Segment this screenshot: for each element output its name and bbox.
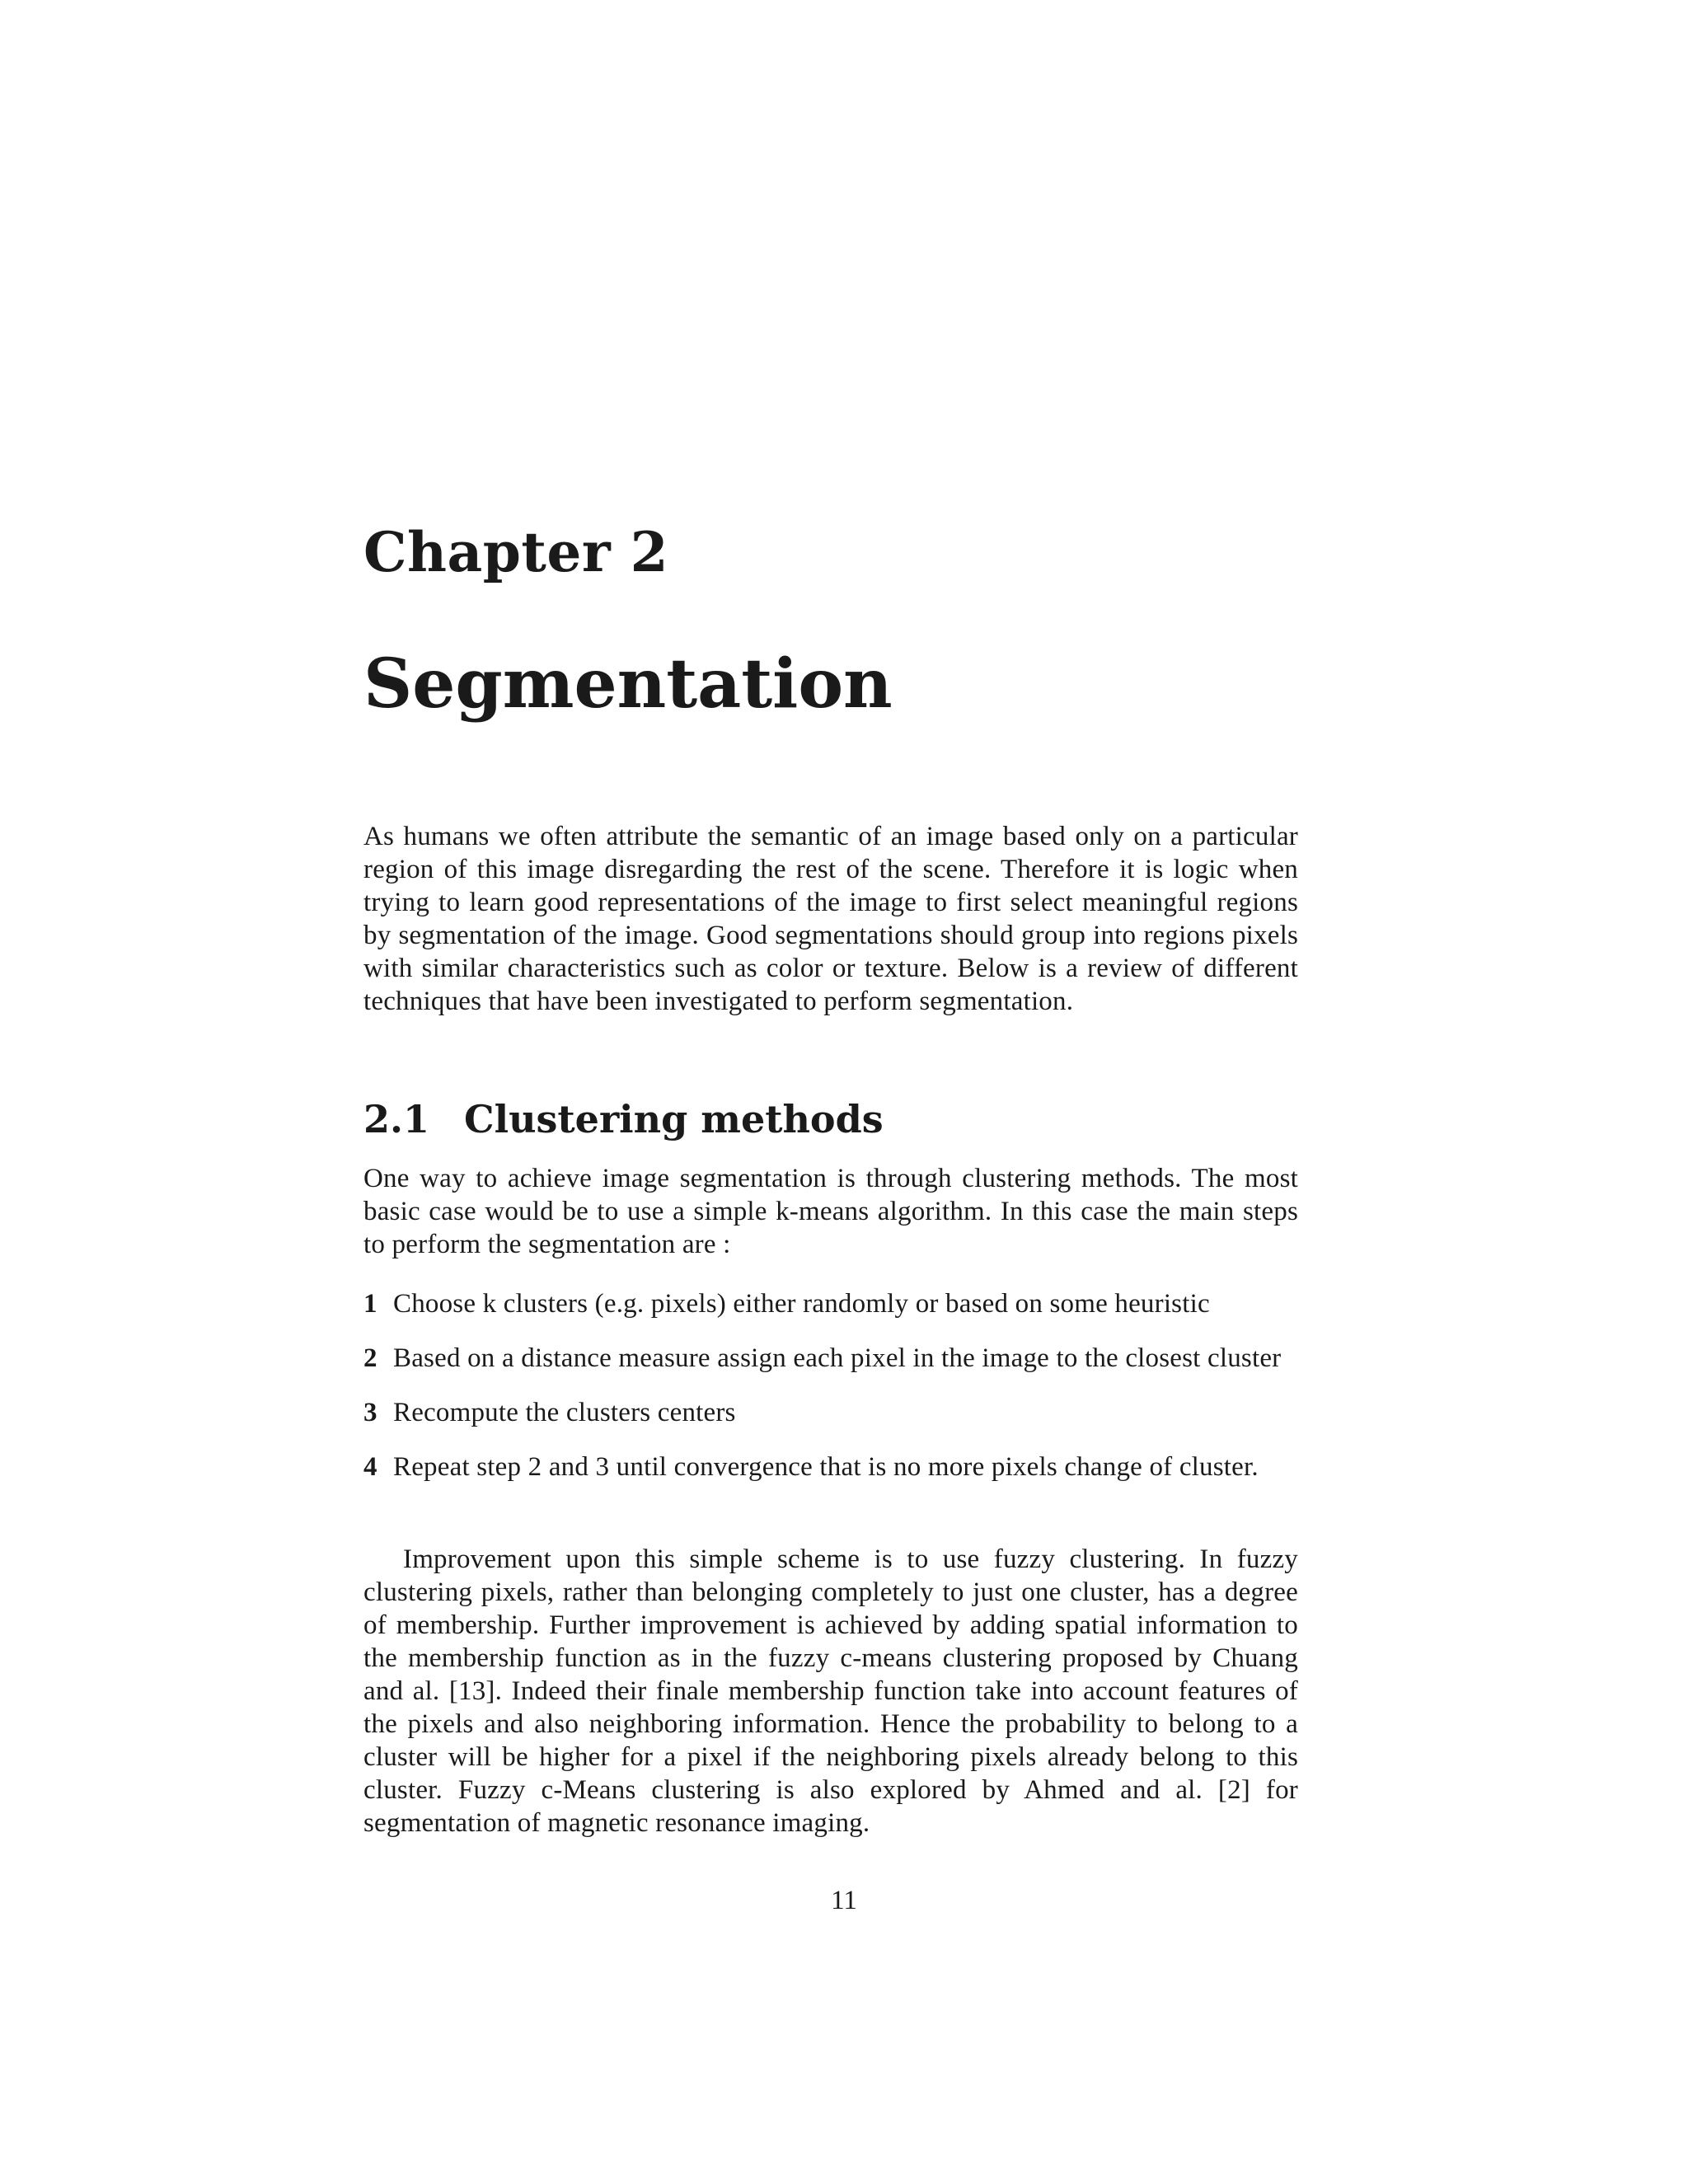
step-text: Choose k clusters (e.g. pixels) either randomly or based on some heuristic bbox=[393, 1289, 1210, 1319]
steps-list bbox=[363, 1287, 1298, 1505]
closing-paragraph: Improvement upon this simple scheme is to use fuzzy clustering. In fuzzy clustering pixels, rather than belonging completely to just one cluster, has a degree of membership. Further improvement is achieved by adding spatial information to the membership function as in the fuzzy c-means clustering proposed by Chuang and al. [13]. Indeed their finale membership function take into account features of the pixels and also neighboring information. Hence the probability to belong to a cluster will be higher for a pixel if the neighboring pixels already belong to this cluster. Fuzzy c-Means clustering is also explored by Ahmed and al. [2] for segmentation of magnetic resonance imaging. bbox=[363, 1544, 1298, 1838]
section-number: 2.1 bbox=[363, 1097, 430, 1141]
step-text: Recompute the clusters centers bbox=[393, 1398, 736, 1427]
step-number: 4 bbox=[363, 1452, 377, 1482]
step-number: 3 bbox=[363, 1398, 377, 1427]
list-item bbox=[363, 1287, 1298, 1320]
list-item bbox=[363, 1451, 1298, 1483]
list-item bbox=[363, 1342, 1298, 1375]
chapter-title: Segmentation bbox=[363, 644, 893, 724]
step-number: 2 bbox=[363, 1343, 377, 1373]
page-number: 11 bbox=[831, 1886, 857, 1915]
step-number: 1 bbox=[363, 1289, 377, 1319]
step-text: Repeat step 2 and 3 until convergence that is no more pixels change of cluster. bbox=[393, 1452, 1259, 1482]
section-title: Clustering methods bbox=[464, 1097, 884, 1141]
section-heading bbox=[363, 1094, 884, 1144]
section-lead-paragraph: One way to achieve image segmentation is through clustering methods. The most basic case would be to use a simple k-means algorithm. In this case the main steps to perform the segmentation are : bbox=[363, 1164, 1298, 1259]
step-text: Based on a distance measure assign each pixel in the image to the closest cluster bbox=[393, 1343, 1282, 1373]
list-item bbox=[363, 1396, 1298, 1429]
chapter-label: Chapter 2 bbox=[363, 520, 669, 584]
intro-paragraph: As humans we often attribute the semantic of an image based only on a particular region of this image disregarding the rest of the scene. Therefore it is logic when trying to learn good representations of the image to first select meaningful regions by segmentation of the image. Good segmentations should group into regions pixels with similar characteristics such as color or texture. Below is a review of different techniques that have been investigated to perform segmentation. bbox=[363, 822, 1298, 1016]
